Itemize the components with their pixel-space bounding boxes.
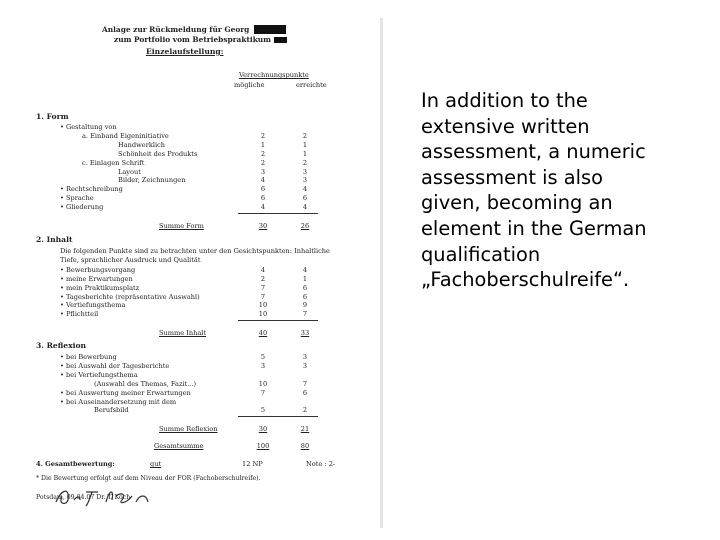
criterion-label: • Rechtschreibung: [60, 185, 123, 194]
total-possible: 100: [256, 442, 270, 450]
criterion-label: a. Einband Eigeninitiative: [82, 131, 169, 140]
possible-points: 2: [260, 158, 266, 167]
possible-points: 6: [260, 185, 266, 194]
reached-points: 1: [302, 140, 308, 149]
reached-points: 4: [302, 203, 308, 212]
reached-points: 6: [302, 283, 308, 292]
subtotal-reached: 21: [300, 425, 310, 434]
criterion-label: • meine Erwartungen: [60, 274, 133, 283]
section-intro: Tiefe, sprachlicher Ausdruck und Qualität: [60, 255, 201, 264]
place-and-date: Potsdam, 09.04.07 Dr. T. Koch: [36, 494, 131, 501]
points-header: Verrechnungspunkte: [239, 71, 309, 79]
criterion-label: Handwerklich: [118, 140, 165, 149]
caption-line: In addition to the: [421, 89, 588, 112]
reached-points: 2: [302, 406, 308, 415]
caption-line: element in the German: [421, 216, 647, 240]
criterion-label: Berufsbild: [94, 406, 129, 415]
reached-points: 3: [302, 361, 308, 370]
criterion-label: • bei Auswertung meiner Erwartungen: [60, 388, 191, 397]
overall-grade-word: gut: [150, 460, 162, 468]
possible-points: 2: [260, 149, 266, 158]
criterion-label: • bei Auswahl der Tagesberichte: [60, 361, 170, 370]
explanatory-caption: [421, 88, 711, 293]
subtotal-possible: 30: [258, 425, 268, 434]
criterion-label: • Pflichtteil: [60, 310, 99, 319]
reached-points: 1: [302, 149, 308, 158]
overall-grade-label: 4. Gesamtbewertung:: [36, 460, 115, 468]
caption-line: assessment is also: [421, 165, 603, 189]
caption-line: given, becoming an: [421, 191, 613, 215]
criterion-label: c. Einlagen Schrift: [82, 158, 145, 167]
signature: [52, 482, 162, 510]
subtotal-rule: [238, 416, 318, 417]
possible-points: 4: [260, 176, 266, 185]
subtotal-reached: 26: [300, 222, 310, 230]
reached-points: 1: [302, 274, 308, 283]
possible-points: 3: [260, 361, 266, 370]
section-title: 1. Form: [36, 112, 69, 121]
caption-line: qualification: [421, 242, 541, 266]
overall-grade-np: 12 NP: [242, 460, 263, 468]
possible-points: 10: [258, 310, 268, 319]
scanned-assessment-document: [30, 18, 383, 528]
section-title: 3. Reflexion: [36, 341, 87, 350]
criterion-label: • Vertiefungsthema: [60, 301, 126, 310]
reached-points: 7: [302, 379, 308, 388]
total-label: Gesamtsumme: [154, 442, 204, 450]
possible-points: 4: [260, 203, 266, 212]
criterion-label: • Gliederung: [60, 203, 104, 212]
reached-points: 2: [302, 158, 308, 167]
reached-points: 3: [302, 167, 308, 176]
possible-points: 4: [260, 265, 266, 274]
caption-line: extensive written: [421, 114, 590, 138]
document-header-line2: zum Portfolio vom Betriebspraktikum: [114, 35, 272, 44]
subtotal-label: Summe Reflexion: [159, 425, 218, 434]
reached-points: 6: [302, 194, 308, 203]
criterion-label: (Auswahl des Themas, Fazit...): [94, 379, 197, 388]
possible-points: 1: [260, 140, 266, 149]
overall-grade-note: Note : 2-: [306, 460, 336, 468]
possible-points: 7: [260, 283, 266, 292]
reached-points: 3: [302, 353, 308, 361]
criterion-label: • bei Bewerbung: [60, 353, 117, 361]
subtotal-possible: 40: [258, 329, 268, 338]
reached-points: 4: [302, 265, 308, 274]
possible-points: 6: [260, 194, 266, 203]
document-body: [30, 18, 380, 528]
reached-points: 7: [302, 310, 308, 319]
subtotal-possible: 30: [258, 222, 268, 230]
possible-points: 7: [260, 292, 266, 301]
possible-points: 2: [260, 131, 266, 140]
total-reached: 80: [300, 442, 310, 450]
redacted-name: [254, 25, 286, 34]
possible-points: 5: [260, 406, 266, 415]
criterion-label: • Sprache: [60, 194, 94, 203]
caption-line: „Fachoberschulreife“.: [421, 268, 630, 292]
criterion-label: • Gestaltung von: [60, 123, 117, 131]
subtotal-label: Summe Form: [159, 222, 204, 230]
column-reached-header: erreichte: [296, 81, 327, 89]
reached-points: 6: [302, 292, 308, 301]
possible-points: 3: [260, 167, 266, 176]
possible-points: 5: [260, 353, 266, 361]
reached-points: 2: [302, 131, 308, 140]
criterion-label: • bei Vertiefungsthema: [60, 370, 138, 379]
criterion-label: • bei Auseinandersetzung mit dem: [60, 397, 177, 406]
caption-line: assessment, a numeric: [421, 140, 646, 164]
redacted-mark: [274, 37, 287, 43]
criterion-label: • mein Praktikumsplatz: [60, 283, 140, 292]
assessment-footnote: * Die Bewertung erfolgt auf dem Niveau der FOR (Fachoberschulreife).: [36, 475, 261, 482]
reached-points: 9: [302, 301, 308, 310]
reached-points: 4: [302, 185, 308, 194]
possible-points: 2: [260, 274, 266, 283]
reached-points: 6: [302, 388, 308, 397]
criterion-label: Schönheit des Produkts: [118, 149, 198, 158]
possible-points: 10: [258, 301, 268, 310]
document-header-line1: Anlage zur Rückmeldung für Georg: [102, 25, 250, 34]
subtotal-rule: [238, 320, 318, 321]
document-header-line3: Einzelaufstellung:: [146, 47, 224, 56]
subtotal-label: Summe Inhalt: [159, 329, 207, 338]
criterion-label: Layout: [118, 167, 141, 176]
criterion-label: • Tagesberichte (repräsentative Auswahl): [60, 292, 200, 301]
section-intro: Die folgenden Punkte sind zu betrachten unter den Gesichtspunkten: Inhaltliche: [60, 247, 330, 255]
criterion-label: Bilder, Zeichnungen: [118, 176, 186, 185]
possible-points: 7: [260, 388, 266, 397]
reached-points: 3: [302, 176, 308, 185]
criterion-label: • Bewerbungsvorgang: [60, 265, 136, 274]
subtotal-reached: 33: [300, 329, 310, 338]
column-possible-header: mögliche: [234, 81, 265, 89]
possible-points: 10: [258, 379, 268, 388]
section-title: 2. Inhalt: [36, 235, 73, 244]
subtotal-rule: [238, 213, 318, 214]
